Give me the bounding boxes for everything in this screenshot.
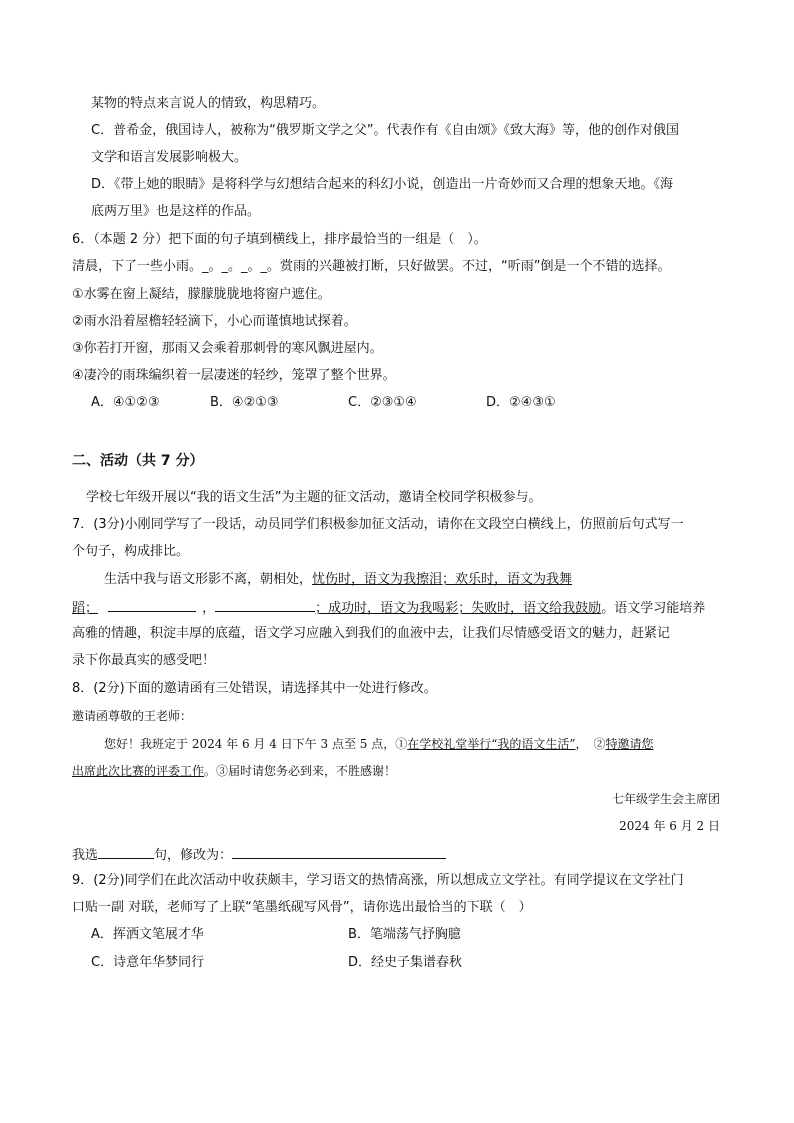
q6-option-a[interactable]: A．④①②③ — [91, 395, 160, 410]
prev-question-line: 某物的特点来言说人的情致，构思精巧。 — [91, 96, 326, 111]
q9-option-b[interactable]: B．笔端荡气抒胸臆 — [348, 927, 461, 942]
q7-text: 。语文学习能培养 — [601, 601, 706, 616]
q7-stem-cont: 个句子，构成排比。 — [72, 544, 190, 559]
invitation-body-line1 — [104, 736, 654, 752]
q6-stem: 6．（本题 2 分）把下面的句子填到横线上，排序最恰当的一组是（ ）。 — [72, 232, 487, 247]
invitation-greeting: 邀请函尊敬的王老师： — [72, 709, 193, 723]
q6-option-d[interactable]: D．②④③① — [486, 395, 556, 410]
q8-stem: 8．(2分)下面的邀请函有三处错误，请选择其中一处进行修改。 — [72, 681, 437, 696]
prev-option-c-cont: 文学和语言发展影响极大。 — [91, 150, 248, 165]
invitation-date: 2024 年 6 月 2 日 — [619, 819, 720, 833]
q7-paragraph-line1 — [104, 572, 572, 588]
q8-answer-mid: 句，修改为： — [154, 848, 233, 863]
invitation-text: ， ② — [575, 737, 606, 751]
prev-option-d-cont: 底两万里》也是这样的作品。 — [91, 204, 261, 219]
q7-underlined-text: 忧伤时，语文为我擦泪；欢乐时，语文为我舞 — [312, 572, 573, 587]
q7-answer-blank-1[interactable] — [108, 599, 196, 612]
q8-correction-blank[interactable] — [232, 846, 446, 859]
q6-sentence-3: ③你若打开窗，那雨又会乘着那刺骨的寒风飘进屋内。 — [72, 341, 383, 356]
q8-sentence-blank[interactable] — [98, 846, 154, 859]
invitation-sentence-1: 在学校礼堂举行“我的语文生活” — [407, 737, 576, 751]
q9-stem-cont: 口贴一副 对联，老师写了上联“笔墨纸砚写风骨”，请你选出最恰当的下联（ ） — [72, 900, 532, 915]
invitation-text: 。③届时请您务必到来，不胜感谢！ — [204, 764, 397, 778]
invitation-sentence-2-cont: 出席此次比赛的评委工作 — [72, 764, 205, 778]
q6-sentence-2: ②雨水沿着屋檐轻轻滴下，小心而谨慎地试探着。 — [72, 314, 357, 329]
q9-option-a[interactable]: A．挥洒文笔展才华 — [91, 927, 204, 942]
q6-option-c[interactable]: C．②③①④ — [348, 395, 417, 410]
q7-underlined-text: 蹈； — [72, 601, 99, 616]
prev-option-c: C．普希金，俄国诗人，被称为“俄罗斯文学之父”。代表作有《自由颂》《致大海》等，他的创作对俄国 — [91, 123, 680, 138]
q8-answer-line — [72, 846, 446, 864]
q6-sentence-1: ①水雾在窗上凝结，朦朦胧胧地将窗户遮住。 — [72, 287, 331, 302]
section-title: 二、活动（共 7 分） — [72, 453, 204, 469]
q6-option-b[interactable]: B．④②①③ — [210, 395, 279, 410]
q9-option-c[interactable]: C．诗意年华梦同行 — [91, 955, 205, 970]
q7-stem: 7．(3分)小刚同学写了一段话，动员同学们积极参加征文活动，请你在文段空白横线上，仿照前后句式写一 — [72, 517, 684, 532]
q9-stem: 9．(2分)同学们在此次活动中收获颇丰，学习语文的热情高涨，所以想成立文学社。有同学提议在文学社门 — [72, 873, 684, 888]
q7-paragraph-line2 — [72, 599, 705, 617]
q7-comma: ， — [202, 601, 216, 616]
q7-paragraph-line4: 录下你最真实的感受吧！ — [72, 653, 216, 668]
q6-passage: 清晨，下了一些小雨。_。_。_。_。赏雨的兴趣被打断，只好做罢。不过，“听雨”倒是一个不错的选择。 — [72, 259, 671, 274]
q7-paragraph-line3: 高雅的情趣，积淀丰厚的底蕴，语文学习应融入到我们的血液中去，让我们尽情感受语文的魅力，赶紧记 — [72, 626, 671, 641]
invitation-body-line2 — [72, 763, 396, 779]
q7-answer-blank-2[interactable] — [215, 599, 315, 612]
q7-underlined-text: ；成功时，语文为我喝彩；失败时，语文给我鼓励 — [315, 601, 602, 616]
q9-option-d[interactable]: D．经史子集谱春秋 — [348, 955, 463, 970]
prev-option-d: D．《带上她的眼睛》是将科学与幻想结合起来的科幻小说，创造出一片奇妙而又合理的想象天地。《海 — [91, 177, 674, 192]
q7-text: 生活中我与语文形影不离，朝相处， — [104, 572, 313, 587]
invitation-sentence-2: 特邀请您 — [605, 737, 654, 751]
invitation-signature: 七年级学生会主席团 — [611, 792, 720, 806]
q6-sentence-4: ④凄冷的雨珠编织着一层凄迷的轻纱，笼罩了整个世界。 — [72, 368, 396, 383]
invitation-text: 您好！我班定于 2024 年 6 月 4 日下午 3 点至 5 点，① — [104, 737, 408, 751]
q8-answer-prefix: 我选 — [72, 848, 99, 863]
section-intro: 学校七年级开展以“我的语文生活”为主题的征文活动，邀请全校同学积极参与。 — [86, 490, 542, 505]
